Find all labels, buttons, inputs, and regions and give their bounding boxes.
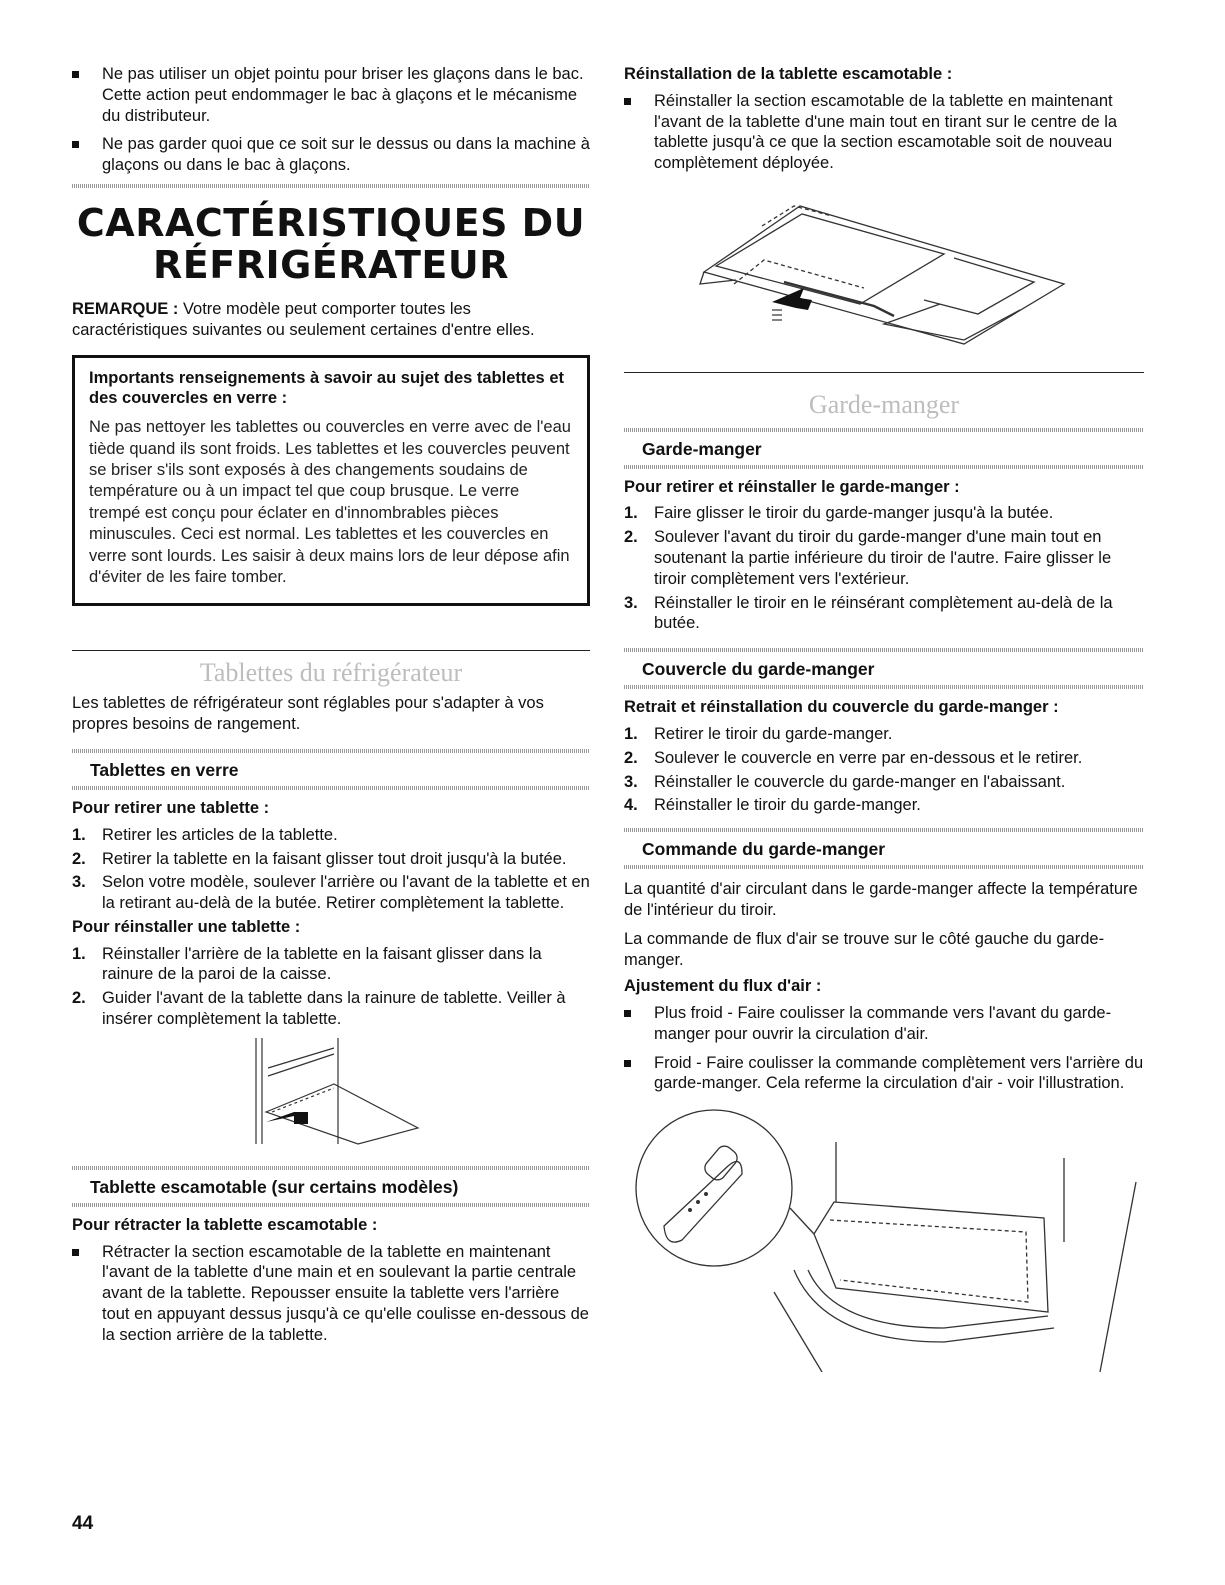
control-paragraph-1: La quantité d'air circulant dans le garde-manger affecte la température de l'intérieur du tiroir. [624, 880, 1138, 919]
section-rule [624, 372, 1144, 373]
list-item: 4. Réinstaller le tiroir du garde-manger. [624, 796, 921, 815]
list-item: Ne pas utiliser un objet pointu pour briser les glaçons dans le bac. Cette action peut endommager le bac à glaçons et le mécanisme du distributeur. [72, 64, 590, 126]
reinstall-retractable-bullets [624, 91, 1144, 174]
list-item: 2. Retirer la tablette en la faisant glisser tout droit jusqu'à la butée. [72, 849, 567, 868]
list-item: Rétracter la section escamotable de la tablette en maintenant l'avant de la tablette d'une main et en soulevant la partie centrale avant de la tablette. Repousser ensuite la tablette vers l'arrière tout en appuyant dessus jusqu'à ce qu'elle coulisse en-dessous de la section arrière de la tablette. [72, 1242, 590, 1346]
glass-shelf-illustration [72, 1038, 590, 1148]
subheading-retractable-shelf: Tablette escamotable (sur certains modèles) [90, 1176, 459, 1197]
pantry-steps [624, 503, 1144, 634]
note-text: Votre modèle peut comporter toutes les caractéristiques suivantes ou seulement certaines d'entre elles. [72, 300, 535, 339]
right-column [624, 64, 1144, 1372]
remove-shelf-heading: Pour retirer une tablette : [72, 798, 270, 817]
list-item: 3. Réinstaller le couvercle du garde-manger en l'abaissant. [624, 772, 1066, 791]
subheading-glass-shelves: Tablettes en verre [90, 759, 239, 780]
list-item: 1. Réinstaller l'arrière de la tablette en la faisant glisser dans la rainure de la paroi de la caisse. [72, 944, 542, 984]
list-item: 3. Selon votre modèle, soulever l'arrière ou l'avant de la tablette et en la retirant au-delà de la butée. Retirer complètement la tablette. [72, 873, 590, 913]
retractable-shelf-illustration [624, 184, 1144, 360]
section-title-pantry: Garde-manger [808, 389, 960, 419]
note [72, 299, 590, 341]
section-rule [72, 650, 590, 651]
list-item: 1. Retirer les articles de la tablette. [72, 825, 338, 844]
list-item: Réinstaller la section escamotable de la tablette en maintenant l'avant de la tablette d'une main tout en tirant sur le centre de la tablette jusqu'à ce que la section escamotable soit de nouveau complètement déployée. [624, 91, 1144, 174]
warning-title: Importants renseignements à savoir au sujet des tablettes et des couvercles en verre : [89, 368, 564, 408]
reinstall-retractable-heading: Réinstallation de la tablette escamotable : [624, 65, 953, 83]
warning-body: Ne pas nettoyer les tablettes ou couvercles en verre avec de l'eau tiède quand ils sont froids. Les tablettes et les couvercles peuvent se briser s'ils sont exposés à des changements soudains de température ou à un impact tel que coup brusque. Le verre trempé est conçu pour éclater en d'innombrables pièces minuscules. Ceci est normal. Les tablettes et les couvercles en verre sont lourds. Les saisir à deux mains lors de leur dépose afin d'éviter de les faire tomber. [89, 418, 571, 587]
subheading-pantry: Garde-manger [642, 438, 762, 459]
shelves-intro: Les tablettes de réfrigérateur sont réglables pour s'adapter à vos propres besoins de rangement. [72, 694, 544, 734]
list-item: 2. Soulever le couvercle en verre par en-dessous et le retirer. [624, 748, 1083, 767]
pantry-drawer-illustration [624, 1102, 1144, 1372]
divider [72, 786, 590, 790]
intro-bullet-list [72, 64, 590, 176]
subheading-pantry-control: Commande du garde-manger [642, 839, 886, 860]
warning-box [72, 355, 590, 606]
airflow-bullets [624, 1003, 1144, 1094]
note-label: REMARQUE : [72, 300, 179, 318]
page-number: 44 [72, 1513, 94, 1534]
divider [72, 1203, 590, 1207]
reinstall-shelf-heading: Pour réinstaller une tablette : [72, 917, 301, 936]
left-column [72, 64, 590, 1354]
divider [624, 685, 1144, 689]
section-title-shelves: Tablettes du réfrigérateur [199, 657, 463, 687]
list-item: Ne pas garder quoi que ce soit sur le dessus ou dans la machine à glaçons ou dans le bac à glaçons. [72, 134, 590, 176]
main-title: CARACTÉRISTIQUES DU RÉFRIGÉRATEUR [76, 200, 586, 288]
retract-bullets [72, 1242, 590, 1346]
airflow-heading: Ajustement du flux d'air : [624, 977, 822, 996]
pantry-remove-heading: Pour retirer et réinstaller le garde-manger : [624, 477, 960, 496]
divider [72, 184, 590, 188]
remove-shelf-steps [72, 825, 590, 914]
cover-steps [624, 724, 1144, 816]
retract-heading: Pour rétracter la tablette escamotable : [72, 1215, 378, 1234]
cover-sub-heading: Retrait et réinstallation du couvercle du garde-manger : [624, 698, 1059, 717]
list-item: 3. Réinstaller le tiroir en le réinsérant complètement au-delà de la butée. [624, 593, 1113, 633]
list-item: Froid - Faire coulisser la commande complètement vers l'arrière du garde-manger. Cela referme la circulation d'air - voir l'illustration. [624, 1053, 1144, 1095]
list-item: Plus froid - Faire coulisser la commande vers l'avant du garde-manger pour ouvrir la circulation d'air. [624, 1003, 1144, 1045]
list-item: 1. Retirer le tiroir du garde-manger. [624, 725, 893, 743]
list-item: 1. Faire glisser le tiroir du garde-manger jusqu'à la butée. [624, 504, 1054, 523]
list-item: 2. Guider l'avant de la tablette dans la rainure de tablette. Veiller à insérer complètement la tablette. [72, 989, 566, 1029]
arrow-icon [772, 288, 812, 310]
subheading-pantry-cover: Couvercle du garde-manger [642, 659, 875, 680]
list-item: 2. Soulever l'avant du tiroir du garde-manger d'une main tout en soutenant la partie inférieure du tiroir de l'autre. Faire glisser le tiroir complètement vers l'extérieur. [624, 528, 1112, 588]
divider [624, 865, 1144, 869]
control-paragraph-2: La commande de flux d'air se trouve sur le côté gauche du garde-manger. [624, 929, 1105, 969]
reinstall-shelf-steps [72, 944, 590, 1030]
divider [624, 465, 1144, 469]
